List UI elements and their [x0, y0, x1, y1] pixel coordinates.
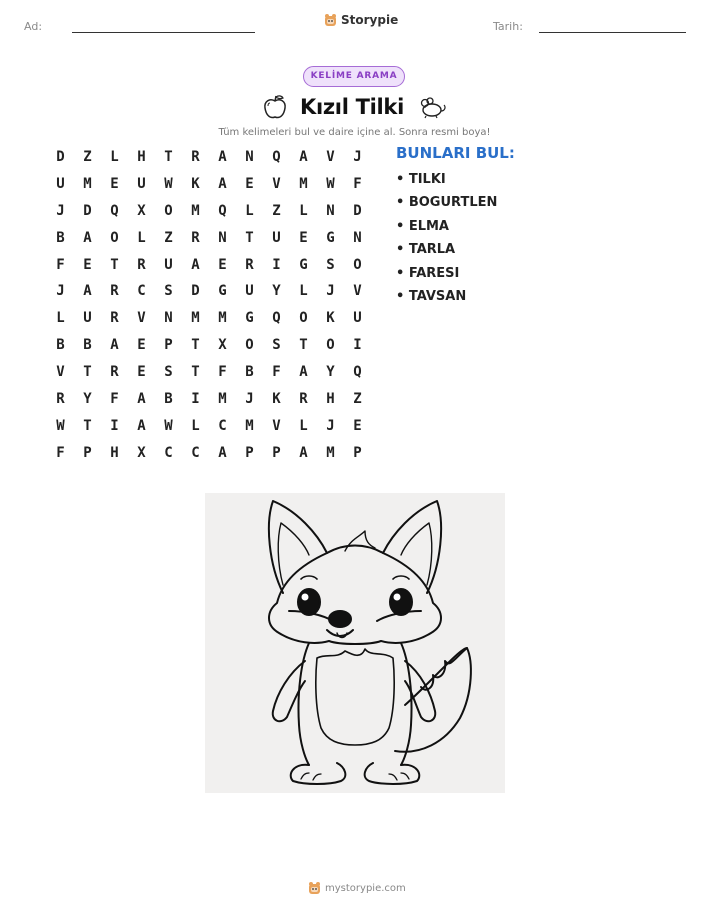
- apple-icon: [262, 93, 288, 121]
- grid-letter[interactable]: L: [110, 149, 119, 165]
- grid-letter[interactable]: A: [299, 149, 308, 165]
- grid-row: [47, 256, 372, 283]
- grid-letter[interactable]: I: [272, 256, 281, 273]
- grid-letter[interactable]: T: [191, 364, 200, 381]
- grid-letter[interactable]: B: [164, 391, 173, 408]
- grid-letter[interactable]: M: [245, 417, 254, 434]
- grid-letter[interactable]: S: [164, 364, 173, 381]
- grid-letter[interactable]: Z: [83, 149, 92, 165]
- grid-letter[interactable]: A: [137, 391, 146, 408]
- grid-letter[interactable]: E: [137, 337, 146, 354]
- name-label: Ad:: [24, 20, 43, 33]
- grid-letter[interactable]: N: [164, 310, 173, 327]
- grid-letter[interactable]: L: [245, 202, 254, 219]
- grid-letter[interactable]: C: [218, 417, 227, 434]
- grid-letter[interactable]: T: [299, 337, 308, 354]
- grid-row: [47, 148, 372, 175]
- grid-letter[interactable]: U: [245, 283, 254, 300]
- grid-letter[interactable]: R: [245, 256, 254, 273]
- grid-letter[interactable]: E: [110, 175, 119, 192]
- category-tag: KELİME ARAMA: [303, 66, 405, 87]
- grid-letter[interactable]: X: [137, 202, 146, 219]
- grid-letter[interactable]: A: [137, 417, 146, 434]
- grid-letter[interactable]: Q: [353, 364, 362, 381]
- grid-letter[interactable]: Q: [272, 310, 281, 327]
- grid-letter[interactable]: I: [110, 417, 119, 434]
- grid-letter[interactable]: U: [56, 175, 65, 192]
- grid-letter[interactable]: S: [164, 283, 173, 300]
- grid-letter[interactable]: J: [56, 283, 65, 300]
- grid-letter[interactable]: U: [164, 256, 173, 273]
- grid-letter[interactable]: M: [83, 175, 92, 192]
- grid-row: [47, 444, 372, 471]
- grid-letter[interactable]: D: [56, 149, 65, 165]
- grid-letter[interactable]: Y: [83, 391, 92, 408]
- grid-letter[interactable]: T: [83, 364, 92, 381]
- grid-letter[interactable]: R: [110, 283, 119, 300]
- footer-url: mystorypie.com: [325, 882, 406, 894]
- instructions: Tüm kelimeleri bul ve daire içine al. Sonra resmi boya!: [218, 127, 491, 138]
- grid-row: [47, 417, 372, 444]
- grid-letter[interactable]: F: [272, 364, 281, 381]
- word-list-item: • FARESI: [396, 265, 460, 281]
- grid-letter[interactable]: A: [110, 337, 119, 354]
- grid-letter[interactable]: N: [353, 229, 362, 246]
- grid-letter[interactable]: F: [218, 364, 227, 381]
- grid-letter[interactable]: O: [353, 256, 362, 273]
- grid-letter[interactable]: Z: [272, 202, 281, 219]
- grid-letter[interactable]: M: [299, 175, 308, 192]
- grid-letter[interactable]: U: [272, 229, 281, 246]
- grid-letter[interactable]: F: [56, 256, 65, 273]
- grid-letter[interactable]: W: [164, 175, 173, 192]
- name-line: [72, 32, 255, 33]
- grid-letter[interactable]: P: [353, 444, 362, 461]
- grid-letter[interactable]: J: [353, 149, 362, 165]
- grid-row: [47, 202, 372, 229]
- grid-letter[interactable]: Z: [164, 229, 173, 246]
- grid-letter[interactable]: B: [245, 364, 254, 381]
- grid-letter[interactable]: E: [245, 175, 254, 192]
- fox-coloring-image: [205, 493, 505, 793]
- grid-letter[interactable]: R: [299, 391, 308, 408]
- grid-letter[interactable]: Z: [353, 391, 362, 408]
- word-list-title: BUNLARI BUL:: [396, 144, 515, 162]
- grid-letter[interactable]: M: [218, 310, 227, 327]
- grid-letter[interactable]: J: [326, 417, 335, 434]
- grid-letter[interactable]: S: [272, 337, 281, 354]
- grid-row: [47, 363, 372, 390]
- grid-letter[interactable]: S: [326, 256, 335, 273]
- grid-letter[interactable]: A: [299, 364, 308, 381]
- word-list-item: • TAVSAN: [396, 288, 467, 304]
- grid-letter[interactable]: W: [164, 417, 173, 434]
- footer: [308, 881, 406, 895]
- grid-letter[interactable]: E: [218, 256, 227, 273]
- grid-letter[interactable]: E: [299, 229, 308, 246]
- grid-letter[interactable]: M: [191, 202, 200, 219]
- grid-letter[interactable]: D: [353, 202, 362, 219]
- grid-letter[interactable]: C: [137, 283, 146, 300]
- grid-letter[interactable]: W: [56, 417, 65, 434]
- date-line: [539, 32, 686, 33]
- grid-letter[interactable]: A: [83, 229, 92, 246]
- word-list-item: • ELMA: [396, 218, 449, 234]
- word-list-item: • TILKI: [396, 172, 446, 187]
- grid-letter[interactable]: K: [191, 175, 200, 192]
- grid-letter[interactable]: G: [245, 310, 254, 327]
- grid-letter[interactable]: P: [272, 444, 281, 461]
- grid-letter[interactable]: K: [326, 310, 335, 327]
- grid-letter[interactable]: R: [110, 310, 119, 327]
- grid-letter[interactable]: R: [56, 391, 65, 408]
- grid-letter[interactable]: R: [191, 149, 200, 165]
- word-list: [396, 172, 497, 312]
- grid-letter[interactable]: O: [245, 337, 254, 354]
- grid-letter[interactable]: C: [191, 444, 200, 461]
- grid-letter[interactable]: L: [299, 283, 308, 300]
- grid-letter[interactable]: V: [272, 417, 281, 434]
- grid-letter[interactable]: Q: [272, 149, 281, 165]
- grid-letter[interactable]: A: [299, 444, 308, 461]
- grid-letter[interactable]: E: [137, 364, 146, 381]
- grid-letter[interactable]: W: [326, 175, 335, 192]
- grid-letter[interactable]: V: [353, 283, 362, 300]
- grid-letter[interactable]: Y: [326, 364, 335, 381]
- grid-letter[interactable]: P: [83, 444, 92, 461]
- grid-letter[interactable]: L: [191, 417, 200, 434]
- grid-row: [47, 336, 372, 363]
- grid-letter[interactable]: T: [191, 337, 200, 354]
- grid-letter[interactable]: I: [353, 337, 362, 354]
- coloring-picture: [205, 493, 505, 793]
- grid-letter[interactable]: L: [137, 229, 146, 246]
- grid-letter[interactable]: N: [218, 229, 227, 246]
- grid-row: [47, 309, 372, 336]
- grid-letter[interactable]: A: [218, 149, 227, 165]
- grid-row: [47, 175, 372, 202]
- page-title: Kızıl Tilki: [300, 95, 404, 119]
- word-list-item: • BOGURTLEN: [396, 195, 498, 211]
- grid-letter[interactable]: H: [110, 444, 119, 461]
- grid-letter[interactable]: D: [83, 202, 92, 219]
- grid-letter[interactable]: V: [272, 175, 281, 192]
- grid-letter[interactable]: N: [245, 149, 254, 165]
- grid-letter[interactable]: T: [164, 149, 173, 165]
- grid-letter[interactable]: U: [83, 310, 92, 327]
- mouse-icon: [416, 95, 448, 119]
- grid-letter[interactable]: X: [137, 444, 146, 461]
- grid-letter[interactable]: F: [56, 444, 65, 461]
- grid-letter[interactable]: A: [83, 283, 92, 300]
- grid-row: [47, 390, 372, 417]
- grid-letter[interactable]: F: [110, 391, 119, 408]
- grid-letter[interactable]: Q: [110, 202, 119, 219]
- grid-letter[interactable]: B: [56, 337, 65, 354]
- grid-letter[interactable]: A: [218, 175, 227, 192]
- grid-letter[interactable]: O: [110, 229, 119, 246]
- grid-letter[interactable]: L: [299, 202, 308, 219]
- grid-letter[interactable]: T: [83, 417, 92, 434]
- grid-letter[interactable]: H: [326, 391, 335, 408]
- grid-letter[interactable]: E: [353, 417, 362, 434]
- word-search-grid: [47, 148, 372, 471]
- grid-row: [47, 282, 372, 309]
- title-row: [255, 92, 455, 122]
- grid-letter[interactable]: L: [299, 417, 308, 434]
- grid-letter[interactable]: A: [191, 256, 200, 273]
- grid-letter[interactable]: O: [164, 202, 173, 219]
- storypie-logo-icon: [324, 13, 337, 27]
- grid-row: [47, 229, 372, 256]
- grid-letter[interactable]: D: [191, 283, 200, 300]
- grid-letter[interactable]: C: [164, 444, 173, 461]
- grid-letter[interactable]: I: [191, 391, 200, 408]
- brand-name: Storypie: [341, 13, 399, 27]
- grid-letter[interactable]: M: [218, 391, 227, 408]
- grid-letter[interactable]: J: [326, 283, 335, 300]
- grid-letter[interactable]: M: [326, 444, 335, 461]
- grid-letter[interactable]: N: [326, 202, 335, 219]
- grid-letter[interactable]: V: [137, 310, 146, 327]
- grid-letter[interactable]: R: [191, 229, 200, 246]
- grid-letter[interactable]: J: [245, 391, 254, 408]
- grid-letter[interactable]: O: [326, 337, 335, 354]
- grid-letter[interactable]: Q: [218, 202, 227, 219]
- grid-letter[interactable]: M: [191, 310, 200, 327]
- grid-letter[interactable]: P: [164, 337, 173, 354]
- grid-letter[interactable]: F: [353, 175, 362, 192]
- grid-letter[interactable]: E: [83, 256, 92, 273]
- grid-letter[interactable]: R: [137, 256, 146, 273]
- grid-letter[interactable]: A: [218, 444, 227, 461]
- word-list-item: • TARLA: [396, 242, 456, 258]
- grid-letter[interactable]: Y: [272, 283, 281, 300]
- grid-letter[interactable]: H: [137, 149, 146, 165]
- grid-letter[interactable]: X: [218, 337, 227, 354]
- grid-letter[interactable]: G: [218, 283, 227, 300]
- grid-letter[interactable]: R: [110, 364, 119, 381]
- grid-letter[interactable]: B: [83, 337, 92, 354]
- grid-letter[interactable]: V: [56, 364, 65, 381]
- grid-letter[interactable]: T: [110, 256, 119, 273]
- grid-letter[interactable]: J: [56, 202, 65, 219]
- grid-letter[interactable]: T: [245, 229, 254, 246]
- grid-letter[interactable]: P: [245, 444, 254, 461]
- grid-letter[interactable]: G: [299, 256, 308, 273]
- grid-letter[interactable]: L: [56, 310, 65, 327]
- storypie-logo-icon: [308, 881, 321, 895]
- grid-letter[interactable]: O: [299, 310, 308, 327]
- grid-letter[interactable]: U: [137, 175, 146, 192]
- grid-letter[interactable]: B: [56, 229, 65, 246]
- grid-letter[interactable]: K: [272, 391, 281, 408]
- brand-logo: [324, 13, 398, 27]
- grid-letter[interactable]: U: [353, 310, 362, 327]
- date-label: Tarih:: [493, 20, 523, 33]
- grid-letter[interactable]: V: [326, 149, 335, 165]
- grid-letter[interactable]: G: [326, 229, 335, 246]
